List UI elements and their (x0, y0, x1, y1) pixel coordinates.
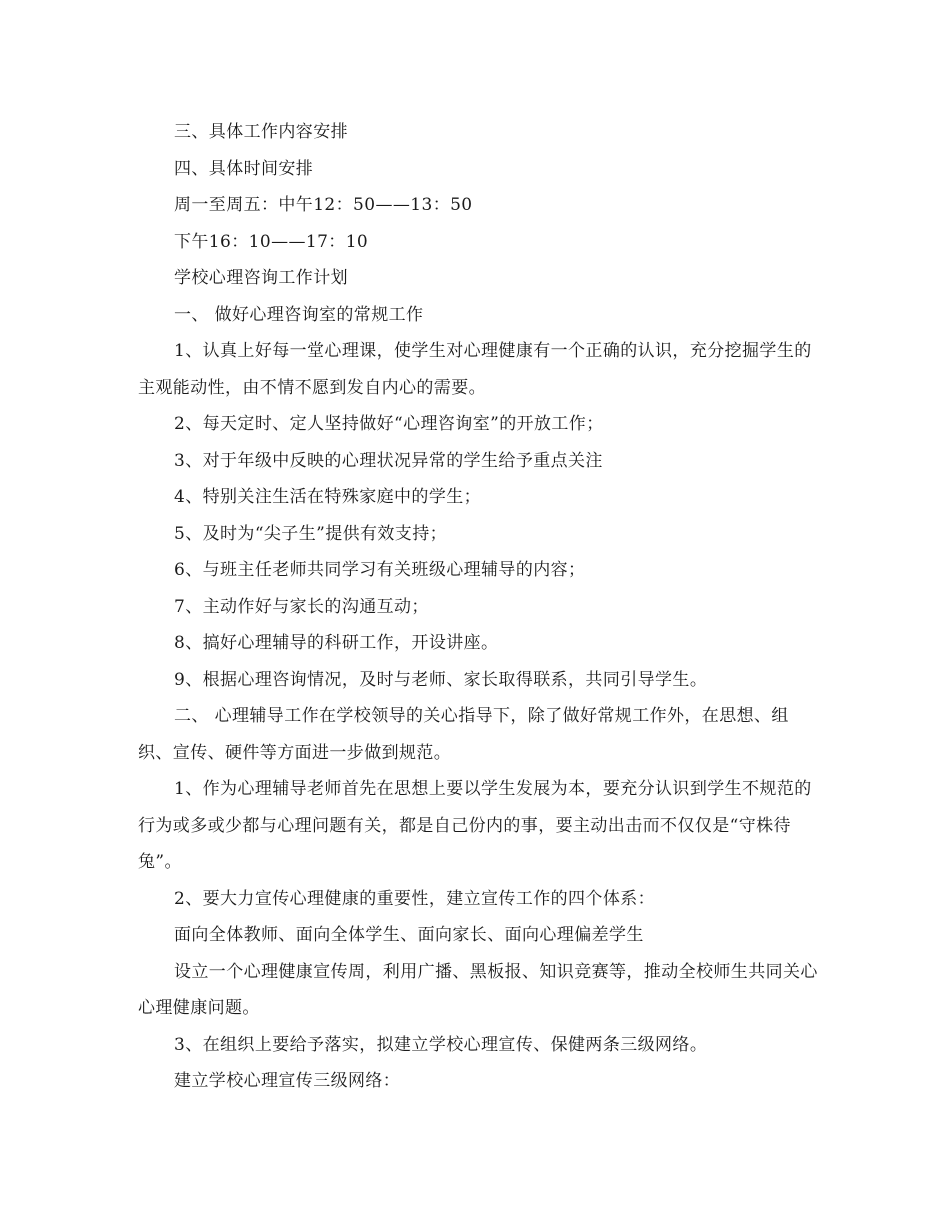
paragraph-publicity-week: 设立一个心理健康宣传周，利用广播、黑板报、知识竞赛等，推动全校师生共同关心心理健康问题。 (138, 961, 818, 1018)
paragraph-item-6: 6、与班主任老师共同学习有关班级心理辅导的内容； (174, 560, 586, 580)
paragraph-item-2: 2、每天定时、定人坚持做好“心理咨询室”的开放工作； (174, 414, 604, 434)
schedule-noon: 周一至周五：中午12：50——13：50 (174, 195, 473, 215)
paragraph-sub-2: 2、要大力宣传心理健康的重要性，建立宣传工作的四个体系： (174, 888, 656, 909)
section-heading-3: 三、具体工作内容安排 (174, 122, 348, 142)
plan-title: 学校心理咨询工作计划 (174, 268, 348, 288)
paragraph-item-7: 7、主动作好与家长的沟通互动； (174, 596, 429, 617)
paragraph-sub-1: 1、作为心理辅导老师首先在思想上要以学生发展为本，要充分认识到学生不规范的行为或多或少都与心理问题有关，都是自己份内的事，要主动出击而不仅仅是“守株待兔”。 (138, 779, 812, 872)
paragraph-item-4: 4、特别关注生活在特殊家庭中的学生； (174, 487, 482, 507)
schedule-afternoon: 下午16：10——17：10 (174, 231, 369, 252)
paragraph-item-9: 9、根据心理咨询情况，及时与老师、家长取得联系，共同引导学生。 (174, 669, 708, 690)
paragraph-audiences: 面向全体教师、面向全体学生、面向家长、面向心理偏差学生 (174, 925, 644, 945)
paragraph-network: 建立学校心理宣传三级网络： (174, 1071, 401, 1091)
paragraph-item-5: 5、及时为“尖子生”提供有效支持； (174, 523, 447, 544)
document-body (138, 114, 818, 1100)
section-heading-4: 四、具体时间安排 (174, 158, 314, 179)
paragraph-item-3: 3、对于年级中反映的心理状况异常的学生给予重点关注 (174, 450, 603, 471)
section-heading-2: 二、 心理辅导工作在学校领导的关心指导下，除了做好常规工作外，在思想、组织、宣传、硬件等方面进一步做到规范。 (138, 706, 789, 763)
paragraph-sub-3: 3、在组织上要给予落实，拟建立学校心理宣传、保健两条三级网络。 (174, 1034, 708, 1055)
paragraph-item-8: 8、搞好心理辅导的科研工作，开设讲座。 (174, 633, 499, 653)
paragraph-item-1: 1、认真上好每一堂心理课，使学生对心理健康有一个正确的认识，充分挖掘学生的主观能动性，由不情不愿到发自内心的需要。 (138, 341, 812, 398)
section-heading-1: 一、 做好心理咨询室的常规工作 (174, 304, 424, 325)
